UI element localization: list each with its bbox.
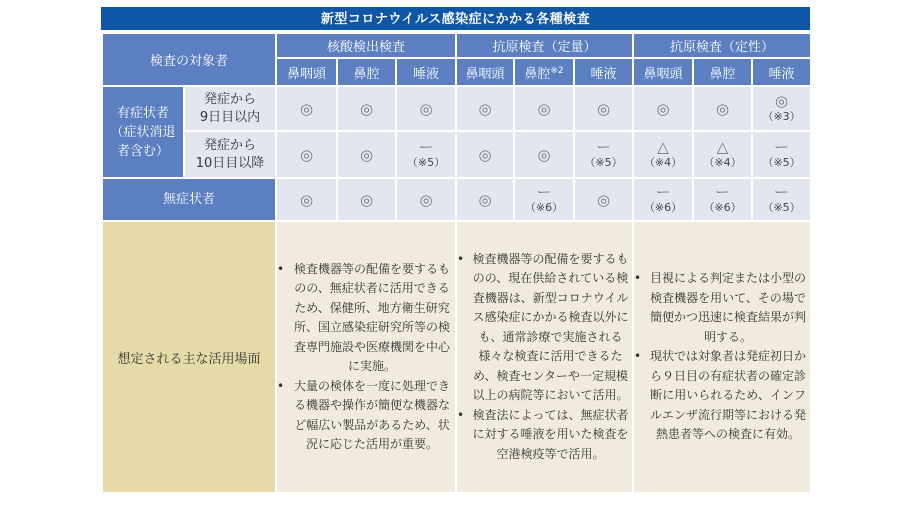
double-circle-icon: ◎ bbox=[478, 190, 492, 209]
dash-icon: ー bbox=[596, 137, 612, 156]
double-circle-icon: ◎ bbox=[419, 99, 433, 118]
group-header-antigen-qualitative: 抗原検査（定性） bbox=[633, 33, 811, 58]
table-cell bbox=[456, 178, 514, 221]
cell-note: （※5） bbox=[406, 155, 446, 169]
table-title: 新型コロナウイルス感染症にかかる各種検査 bbox=[101, 7, 810, 32]
footnote-ref: ※2 bbox=[550, 65, 564, 76]
dash-icon: ー bbox=[774, 137, 790, 156]
bullet-item: • 検査法によっては、無症状者に対する唾液を用いた検査を空港検疫等で活用。 bbox=[457, 406, 632, 465]
col-header: 鼻腔 bbox=[693, 58, 752, 86]
double-circle-icon: ◎ bbox=[537, 99, 551, 118]
usage-label: 想定される主な活用場面 bbox=[102, 221, 276, 493]
dash-icon: ー bbox=[715, 182, 731, 201]
table-cell bbox=[574, 131, 633, 178]
table-cell bbox=[574, 86, 633, 131]
table-cell bbox=[456, 131, 514, 178]
bullet-list bbox=[457, 250, 632, 465]
table-cell bbox=[276, 131, 337, 178]
table-cell bbox=[633, 131, 693, 178]
double-circle-icon: ◎ bbox=[478, 145, 492, 164]
usage-nucleic-acid bbox=[276, 221, 456, 493]
col-header: 鼻腔 bbox=[337, 58, 396, 86]
group-header-nucleic-acid: 核酸検出検査 bbox=[276, 33, 456, 58]
table-cell bbox=[514, 131, 574, 178]
table-row bbox=[102, 131, 811, 178]
table-row bbox=[102, 86, 811, 131]
table-cell bbox=[693, 178, 752, 221]
bullet-item: • 検査機器等の配備を要するものの、無症状者に活用できるため、保健所、地方衛生研究所、国立感染症研究所等の検査専門施設や医療機関を中心に実施。 bbox=[277, 260, 455, 377]
double-circle-icon: ◎ bbox=[359, 99, 374, 118]
row-sublabel-line: 9日目以内 bbox=[199, 109, 261, 125]
table-cell bbox=[337, 86, 396, 131]
table-cell bbox=[337, 131, 396, 178]
cell-note: （※6） bbox=[643, 200, 683, 214]
row-label-line: 者含む） bbox=[116, 143, 169, 159]
double-circle-icon: ◎ bbox=[359, 145, 374, 164]
double-circle-icon: ◎ bbox=[596, 99, 611, 118]
subject-header: 検査の対象者 bbox=[102, 33, 276, 86]
double-circle-icon: ◎ bbox=[299, 99, 314, 118]
bullet-item: • 検査機器等の配備を要するものの、現在供給されている検査機器は、新型コロナウイルス感染症にかかる検査以外にも、通常診療で実施される様々な検査に活用できるため、検査センターや一定規模以上の病院等において活用。 bbox=[457, 250, 632, 406]
row-label-line: （症状消退 bbox=[110, 124, 176, 140]
cell-note: （※6） bbox=[524, 200, 564, 214]
row-label-line: 有症状者 bbox=[116, 105, 169, 121]
table-cell bbox=[693, 86, 752, 131]
usage-row bbox=[102, 221, 811, 493]
table-cell bbox=[633, 86, 693, 131]
col-header: 鼻咽頭 bbox=[276, 58, 337, 86]
cell-note: （※4） bbox=[643, 155, 683, 169]
double-circle-icon: ◎ bbox=[299, 145, 314, 164]
table-row bbox=[102, 178, 811, 221]
col-header: 唾液 bbox=[396, 58, 456, 86]
test-types-table-container bbox=[101, 7, 810, 494]
table-cell bbox=[752, 86, 811, 131]
table-cell bbox=[633, 178, 693, 221]
table-cell bbox=[693, 131, 752, 178]
table-cell bbox=[752, 131, 811, 178]
row-sublabel-line: 発症から bbox=[204, 137, 257, 153]
table-cell bbox=[396, 178, 456, 221]
cell-note: （※3） bbox=[762, 109, 801, 123]
double-circle-icon: ◎ bbox=[656, 99, 670, 118]
bullet-item: • 現状では対象者は発症初日から９日目の有症状者の確定診断に用いられるため、インフルエンザ流行期等における発熱患者等への検査に有効。 bbox=[634, 347, 810, 445]
cell-note: （※5） bbox=[584, 155, 623, 169]
row-sublabel-line: 発症から bbox=[204, 91, 257, 107]
triangle-icon: △ bbox=[716, 137, 729, 156]
double-circle-icon: ◎ bbox=[359, 190, 374, 209]
table-cell bbox=[276, 86, 337, 131]
row-sublabel bbox=[184, 86, 276, 131]
table-cell bbox=[396, 131, 456, 178]
double-circle-icon: ◎ bbox=[478, 99, 492, 118]
cell-note: （※6） bbox=[703, 200, 742, 214]
dash-icon: ー bbox=[655, 182, 671, 201]
table-cell bbox=[514, 178, 574, 221]
row-sublabel bbox=[184, 131, 276, 178]
table-cell bbox=[514, 86, 574, 131]
bullet-list bbox=[634, 269, 810, 445]
table-cell bbox=[456, 86, 514, 131]
table-cell bbox=[337, 178, 396, 221]
cell-note: （※5） bbox=[762, 200, 801, 214]
double-circle-icon: ◎ bbox=[775, 91, 789, 110]
bullet-item: • 目視による判定または小型の検査機器を用いて、その場で簡便かつ迅速に検査結果が判明する。 bbox=[634, 269, 810, 347]
col-header: 唾液 bbox=[574, 58, 633, 86]
bullet-list bbox=[277, 260, 455, 455]
usage-antigen-quantitative bbox=[456, 221, 633, 493]
double-circle-icon: ◎ bbox=[537, 145, 551, 164]
double-circle-icon: ◎ bbox=[596, 190, 611, 209]
dash-icon: ー bbox=[774, 182, 790, 201]
row-label-asymptomatic: 無症状者 bbox=[102, 178, 276, 221]
cell-note: （※4） bbox=[703, 155, 742, 169]
table-cell bbox=[396, 86, 456, 131]
col-header: 唾液 bbox=[752, 58, 811, 86]
table-cell bbox=[752, 178, 811, 221]
table-cell bbox=[574, 178, 633, 221]
cell-note: （※5） bbox=[762, 155, 801, 169]
header-group-row bbox=[102, 33, 811, 58]
table-cell bbox=[276, 178, 337, 221]
dash-icon: ー bbox=[536, 182, 552, 201]
col-header: 鼻咽頭 bbox=[456, 58, 514, 86]
double-circle-icon: ◎ bbox=[419, 190, 433, 209]
bullet-item: • 大量の検体を一度に処理できる機器や操作が簡便な機器など幅広い製品があるため、状況に応じた活用が重要。 bbox=[277, 377, 455, 455]
double-circle-icon: ◎ bbox=[716, 99, 730, 118]
col-header: 鼻腔$^{※2}$ bbox=[514, 58, 574, 86]
col-header: 鼻咽頭 bbox=[633, 58, 693, 86]
row-sublabel-line: 10日目以降 bbox=[195, 155, 265, 171]
usage-antigen-qualitative bbox=[633, 221, 811, 493]
row-group-symptomatic bbox=[102, 86, 184, 178]
group-header-antigen-quantitative: 抗原検査（定量） bbox=[456, 33, 633, 58]
dash-icon: ー bbox=[418, 137, 434, 156]
triangle-icon: △ bbox=[657, 137, 669, 156]
double-circle-icon: ◎ bbox=[299, 190, 314, 209]
test-types-table bbox=[101, 32, 812, 494]
